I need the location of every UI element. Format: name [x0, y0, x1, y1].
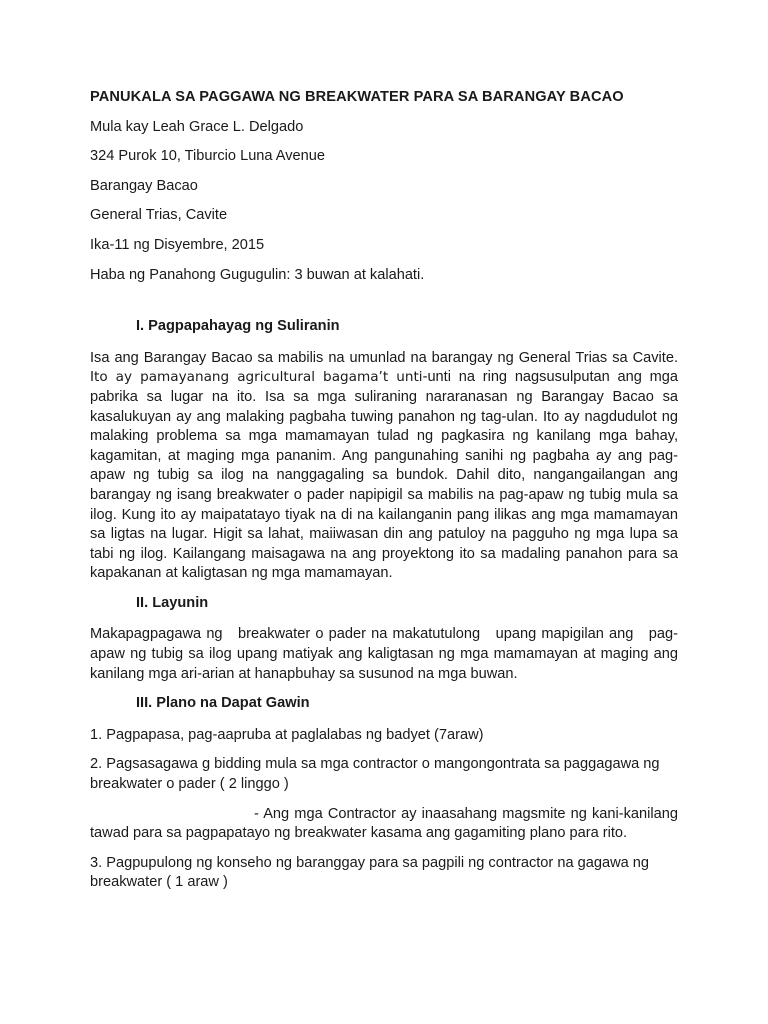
city-line: General Trias, Cavite	[90, 207, 228, 224]
section-2-heading: II. Layunin	[136, 594, 209, 611]
document-page	[90, 88, 683, 903]
date-line: Ika-11 ng Disyembre, 2015	[90, 236, 265, 253]
section-1-paragraph	[90, 349, 678, 584]
barangay-line: Barangay Bacao	[90, 177, 198, 194]
address-line: 324 Purok 10, Tiburcio Luna Avenue	[90, 148, 326, 165]
duration-line: Haba ng Panahong Gugugulin: 3 buwan at kalahati.	[90, 266, 425, 283]
plan-item-1: 1. Pagpapasa, pag-aapruba at paglalabas ng badyet (7araw)	[90, 726, 484, 743]
section-1-heading: I. Pagpapahayag ng Suliranin	[136, 318, 340, 335]
section-3-heading: III. Plano na Dapat Gawin	[136, 695, 310, 712]
plan-item-3: 3. Pagpupulong ng konseho ng baranggay para sa pagpili ng contractor na gagawa ng breakwater ( 1 araw )	[90, 854, 650, 891]
plan-item-2-note: - Ang mga Contractor ay inaasahang magsmite ng kani-kanilang tawad para sa pagpapatayo ng breakwater kasama ang gagamiting plano para rito.	[90, 805, 678, 842]
section-1-text-mixed: Ito ay pamayanang agricultural bagama’t unti	[90, 369, 423, 386]
section-2-paragraph: Makapagpagawa ng breakwater o pader na makatutulong upang mapigilan ang pag-apaw ng tubig sa ilog upang matiyak ang kaligtasan ng mga mamamayan at maging ang kanilang mga ari-arian at hanapbuhay sa susunod na mga buwan.	[90, 626, 683, 682]
section-1-text-start: Isa ang Barangay Bacao sa mabilis na umunlad na barangay ng General Trias sa Cavite.	[90, 349, 678, 366]
document-title: PANUKALA SA PAGGAWA NG BREAKWATER PARA SA BARANGAY BACAO	[90, 89, 624, 105]
plan-item-2: 2. Pagsasagawa g bidding mula sa mga contractor o mangongontrata sa paggagawa ng breakwater o pader ( 2 linggo )	[90, 756, 660, 793]
author-line: Mula kay Leah Grace L. Delgado	[90, 118, 304, 135]
spacer	[90, 295, 678, 317]
section-1-text-rest: -unti na ring nagsusulputan ang mga pabrika sa lugar na ito. Isa sa mga suliraning nararanasan ng Barangay Bacao sa kasalukuyan ay ang malaking pagbaha tuwing panahon ng tag-ulan. Ito ay nagdudulot ng malaking problema sa mga mamamayan tulad ng pagkasira ng kanilang mga bahay, kagamitan, at maging mga pananim. Ang pangunahing sanihi ng pagbaha ay ang pag-apaw ng tubig sa ilog na nanggagaling sa bundok. Dahil dito, nangangailangan ang barangay ng isang breakwater o pader napipigil sa mabilis na pag-apaw ng tubig mula sa ilog. Kung ito ay maipatatayo tiyak na di na kailanganin pang ilikas ang mga mamamayan sa ligtas na lugar. Higit sa lahat, maiiwasan din ang patuloy na pagguho ng mga lupa sa tabi ng ilog. Kailangang maisagawa na ang proyektong ito sa madaling panahon para sa kapakanan at kaligtasan ng mga mamamayan.	[90, 369, 679, 582]
